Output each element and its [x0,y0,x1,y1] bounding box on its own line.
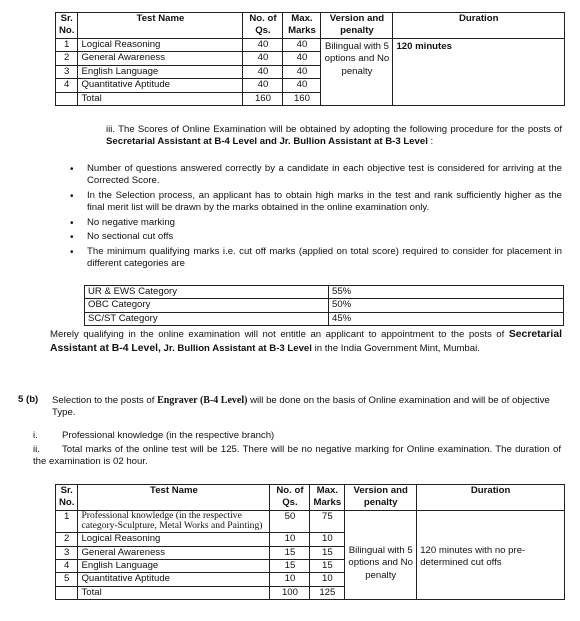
sr-cell: 2 [56,52,78,65]
marks-cell: 40 [283,38,321,51]
table-header-row [56,13,565,39]
table-row [85,286,564,299]
category-cell: OBC Category [85,299,329,312]
total-questions: 100 [270,586,310,599]
test-name-cell: Logical Reasoning [78,533,270,546]
list-item: • Number of questions answered correctly by a candidate in each objective test is considered for arriving at the Corrected Score. [70,163,562,188]
total-label: Total [78,92,243,105]
table-header-row [56,485,565,511]
item-number: iii. [106,124,116,135]
col-header-test-name: Test Name [78,13,243,39]
merely-qualifying-paragraph: Merely qualifying in the online examination will not entitle an applicant to appointment to the posts of Secretarial Assistant at B-4 Level, Jr. Bullion Assistant at B-3 Level in the India Government Mint, Mumbai. [50,329,562,354]
questions-cell: 40 [243,65,283,78]
col-header-version: Version and penalty [345,485,417,511]
marks-cell: 40 [283,52,321,65]
questions-cell: 50 [270,510,310,532]
exam-pattern-table [55,12,565,106]
marks-cell: 10 [310,573,345,586]
duration-cell: 120 minutes with no pre- determined cut offs [417,510,565,599]
table-row [85,312,564,325]
marks-cell: 15 [310,559,345,572]
col-header-sr: Sr. No. [56,485,78,511]
questions-cell: 10 [270,533,310,546]
table-row [56,38,565,51]
total-marks: 125 [310,586,345,599]
questions-cell: 10 [270,573,310,586]
table-row [85,299,564,312]
list-item: • The minimum qualifying marks i.e. cut off marks (applied on total score) required to consider for placement in different categories are [70,246,562,271]
col-header-questions: No. of Qs. [243,13,283,39]
total-label: Total [78,586,270,599]
sr-cell: 4 [56,559,78,572]
section-5b-text: Selection to the posts of Engraver (B-4 Level) will be done on the basis of Online examination and will be of objective Type. [52,395,550,419]
marks-cell: 40 [283,65,321,78]
questions-cell: 40 [243,79,283,92]
test-name-cell: Logical Reasoning [78,38,243,51]
cutoff-cell: 50% [329,299,564,312]
marks-cell: 10 [310,533,345,546]
sr-cell: 1 [56,510,78,532]
test-name-cell: Professional knowledge (in the respective category-Sculpture, Metal Works and Painting) [78,510,270,532]
duration-cell: 120 minutes [393,38,565,105]
test-name-cell: General Awareness [78,52,243,65]
sr-cell: 3 [56,65,78,78]
total-marks: 160 [283,92,321,105]
list-item: • No negative marking [70,217,562,229]
col-header-duration: Duration [393,13,565,39]
qualifying-marks-table [84,285,564,326]
section-label: 5 (b) [18,394,39,405]
list-item: • In the Selection process, an applicant has to obtain high marks in the test and rank sufficiently higher as the final merit list will be drawn by the marks obtained in the online examination only. [70,190,562,215]
test-name-cell: Quantitative Aptitude [78,79,243,92]
col-header-questions: No. of Qs. [270,485,310,511]
total-questions: 160 [243,92,283,105]
test-name-cell: English Language [78,559,270,572]
roman-item-text: Professional knowledge (in the respective branch) [62,430,275,441]
questions-cell: 15 [270,546,310,559]
marks-cell: 15 [310,546,345,559]
questions-cell: 40 [243,52,283,65]
test-name-cell: English Language [78,65,243,78]
col-header-test-name: Test Name [78,485,270,511]
marks-cell: 75 [310,510,345,532]
cutoff-cell: 45% [329,312,564,325]
col-header-version: Version and penalty [321,13,393,39]
category-cell: UR & EWS Category [85,286,329,299]
col-header-sr: Sr. No. [56,13,78,39]
test-name-cell: Quantitative Aptitude [78,573,270,586]
roman-item-text: Total marks of the online test will be 125. There will be no negative marking for Online examination. The duration of the examination is 02 hour. [33,444,561,468]
col-header-marks: Max. Marks [283,13,321,39]
procedure-bullets [70,163,562,273]
sr-cell: 2 [56,533,78,546]
test-name-cell: General Awareness [78,546,270,559]
category-cell: SC/ST Category [85,312,329,325]
table-row [56,510,565,532]
cutoff-cell: 55% [329,286,564,299]
item-number: ii. [33,444,40,455]
col-header-duration: Duration [417,485,565,511]
marks-cell: 40 [283,79,321,92]
version-cell: Bilingual with 5 options and No penalty [321,38,393,105]
questions-cell: 40 [243,38,283,51]
engraver-exam-table [55,484,565,600]
list-item: • No sectional cut offs [70,231,562,243]
sr-cell: 5 [56,573,78,586]
sr-cell: 1 [56,38,78,51]
scores-paragraph: iii. The Scores of Online Examination will be obtained by adopting the following procedure for the posts of Secretarial Assistant at B-4 Level and Jr. Bullion Assistant at B-3 Level : [106,124,562,148]
col-header-marks: Max. Marks [310,485,345,511]
version-cell: Bilingual with 5 options and No penalty [345,510,417,599]
questions-cell: 15 [270,559,310,572]
sr-cell: 4 [56,79,78,92]
item-number: i. [33,430,38,441]
sr-cell: 3 [56,546,78,559]
